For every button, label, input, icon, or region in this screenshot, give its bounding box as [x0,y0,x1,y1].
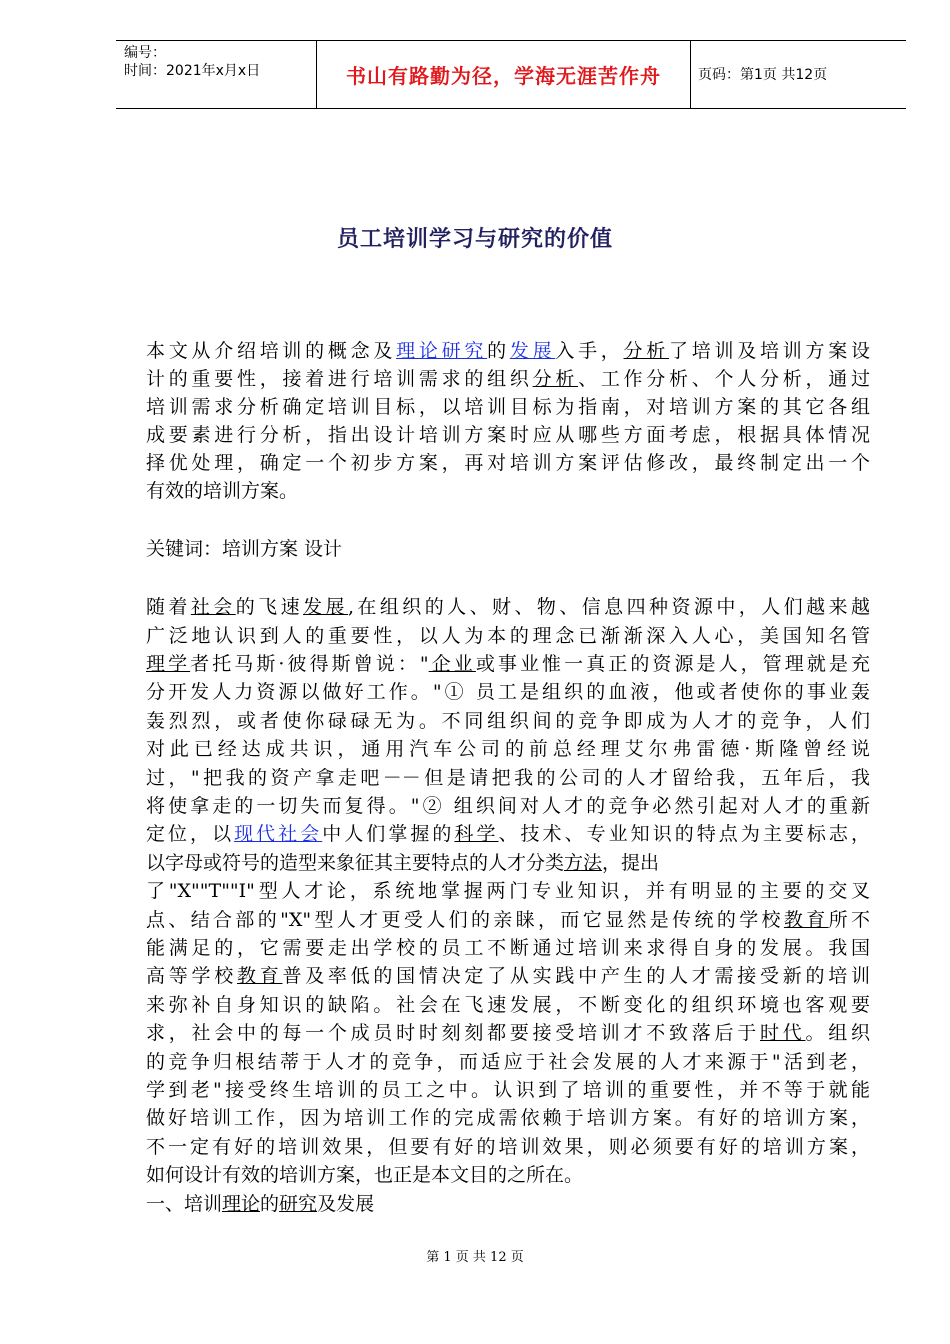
text: 随着 [146,596,191,618]
link-theory[interactable]: 理论 [222,1193,261,1215]
body-line [146,1021,870,1046]
link-development[interactable]: 发展 [509,340,556,362]
body-line [146,652,870,677]
text: 所不 [828,909,870,931]
text: 高等学校 [146,965,237,987]
body-line: 如何设计有效的培训方案，也正是本文目的之所在。 [146,1164,584,1186]
body-line: 做好培训工作，因为培训工作的完成需依赖于培训方案。有好的培训方案， [146,1107,870,1129]
text: 本文从介绍培训的概念及 [146,340,397,362]
text: 的飞速 [235,596,304,618]
body-line: 过，"把我的资产拿走吧－－但是请把我的公司的人才留给我，五年后，我 [146,767,870,789]
link-modern-society[interactable]: 现代社会 [234,823,323,845]
link-analysis[interactable]: 分析 [532,368,579,390]
body-line [146,908,870,933]
abstract-line [146,367,870,392]
text: 了培训及培训方案设 [669,340,870,362]
body-line [146,822,870,847]
link-science[interactable]: 科学 [454,823,499,845]
keywords: 关键词：培训方案 设计 [146,538,343,560]
body-line: 能满足的，它需要走出学校的员工不断通过培训来求得自身的发展。我国 [146,937,870,959]
text: 的 [487,340,510,362]
body-line: 了"X""T""I"型人才论，系统地掌握两门专业知识，并有明显的主要的交叉 [146,880,870,902]
abstract-line: 成要素进行分析，指出设计培训方案时应从哪些方面考虑，根据具体情况 [146,424,870,446]
body-line: 广泛地认识到人的重要性，以人为本的理念已渐渐深入人心，美国知名管 [146,625,870,647]
text: 定位，以 [146,823,235,845]
text: 、工作分析、个人分析，通过 [578,368,870,390]
abstract-line [146,339,870,364]
text: 点、结合部的"X"型人才更受人们的亲睐，而它显然是传统的学校 [146,909,784,931]
page-label: 页码：第1页 共12页 [698,66,828,83]
body-line [146,595,870,620]
text: ，提出 [602,852,660,874]
text: 计的重要性，接着进行培训需求的组织 [146,368,533,390]
page-footer: 第 1 页 共 12 页 [426,1250,524,1265]
abstract-line: 择优处理，确定一个初步方案，再对培训方案评估修改，最终制定出一个 [146,452,870,474]
text: 、技术、专业知识的特点为主要标志， [498,823,870,845]
link-education[interactable]: 教育 [783,909,829,931]
abstract-line: 培训需求分析确定培训目标，以培训目标为指南，对培训方案的其它各组 [146,396,870,418]
text: 。组织 [805,1022,870,1044]
body-line: 轰烈烈，或者使你碌碌无为。不同组织间的竞争即成为人才的竞争，人们 [146,710,870,732]
header-meta [116,41,316,108]
link-era[interactable]: 时代 [760,1022,806,1044]
motto: 书山有路勤为径，学海无涯苦作舟 [346,64,661,88]
section-heading [146,1192,374,1217]
text: ,在组织的人、财、物、信息四种资源中，人们越来越 [347,596,870,618]
body-line: 将使拿走的一切失而复得。"② 组织间对人才的竞争必然引起对人才的重新 [146,795,870,817]
body-line [146,964,870,989]
link-development[interactable]: 发展 [303,596,348,618]
link-enterprise[interactable]: 企业 [428,653,476,675]
document-title: 员工培训学习与研究的价值 [336,226,613,252]
body-line: 分开发人力资源以做好工作。"① 员工是组织的血液，他或者使你的事业轰 [146,681,870,703]
header-table [116,40,906,109]
text: 中人们掌握的 [322,823,455,845]
link-education[interactable]: 教育 [236,965,283,987]
link-research[interactable]: 研究 [279,1193,318,1215]
link-analysis[interactable]: 分析 [623,340,670,362]
link-method[interactable]: 方法 [564,852,603,874]
body-line: 学到老"接受终生培训的员工之中。认识到了培训的重要性，并不等于就能 [146,1079,870,1101]
text: 或事业惟一真正的资源是人，管理就是充 [475,653,870,675]
text: 一、培训 [146,1193,223,1215]
text: 及发展 [317,1193,375,1215]
text: 普及率低的国情决定了从实践中产生的人才需接受新的培训 [282,965,870,987]
text: 者托马斯·彼得斯曾说：" [190,653,429,675]
body-line [146,851,659,876]
text: 入手， [555,340,624,362]
link-management[interactable]: 理学 [146,653,191,675]
header-page-cell [690,41,906,108]
link-theory-research[interactable]: 理论研究 [396,340,488,362]
text: 的 [260,1193,280,1215]
text: 以字母或符号的造型来象征其主要特点的人才分类 [146,852,565,874]
time-label: 时间：2021年x月x日 [124,63,261,79]
serial-label: 编号： [124,45,166,61]
header-motto-cell [316,41,691,108]
abstract-line: 有效的培训方案。 [146,480,299,502]
text: 求，社会中的每一个成员时时刻刻都要接受培训才不致落后于 [146,1022,760,1044]
body-line: 的竞争归根结蒂于人才的竞争，而适应于社会发展的人才来源于"活到老， [146,1051,870,1073]
body-line: 对此已经达成共识，通用汽车公司的前总经理艾尔弗雷德·斯隆曾经说 [146,738,870,760]
body-line: 来弥补自身知识的缺陷。社会在飞速发展，不断变化的组织环境也客观要 [146,994,870,1016]
body-line: 不一定有好的培训效果，但要有好的培训效果，则必须要有好的培训方案， [146,1136,870,1158]
link-society[interactable]: 社会 [190,596,236,618]
